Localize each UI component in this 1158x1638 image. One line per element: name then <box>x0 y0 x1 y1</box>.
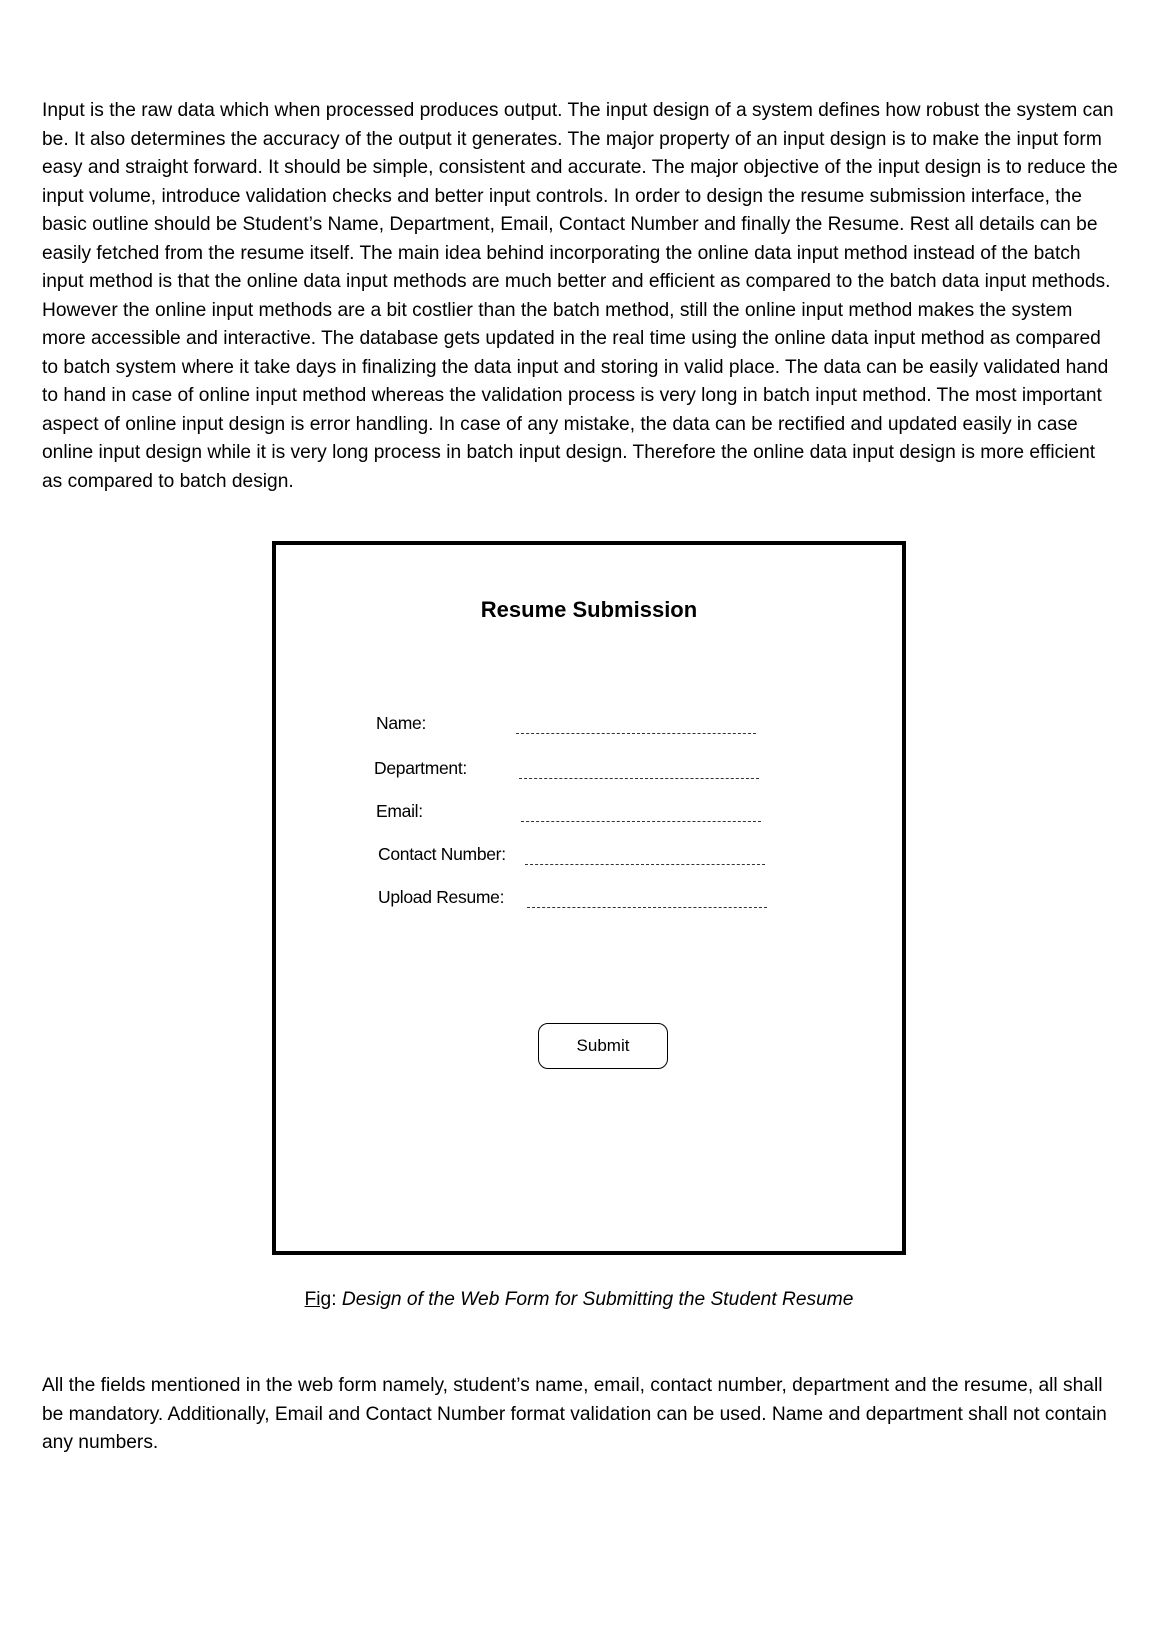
form-row-department <box>276 758 902 788</box>
contact-number-input-line[interactable] <box>525 864 765 865</box>
intro-paragraph: Input is the raw data which when processed produces output. The input design of a system defines how robust the system can be. It also determines the accuracy of the output it generates. The major property of an input design is to make the input form easy and straight forward. It should be simple, consistent and accurate. The major objective of the input design is to reduce the input volume, introduce validation checks and better input controls. In order to design the resume submission interface, the basic outline should be Student’s Name, Department, Email, Contact Number and finally the Resume. Rest all details can be easily fetched from the resume itself. The main idea behind incorporating the online data input method instead of the batch input method is that the online data input methods are much better and efficient as compared to the batch data input methods. However the online input methods are a bit costlier than the batch method, still the online input method makes the system more accessible and interactive. The database gets updated in the real time using the online data input method as compared to batch system where it take days in finalizing the data input and storing in valid place. The data can be easily validated hand to hand in case of online input method whereas the validation process is very long in batch input method. The most important aspect of online input design is error handling. In case of any mistake, the data can be rectified and updated easily in case online input design while it is very long process in batch input design. Therefore the online data input design is more efficient as compared to batch design. <box>42 100 1118 492</box>
closing-paragraph: All the fields mentioned in the web form namely, student’s name, email, contact number, department and the resume, all shall be mandatory. Additionally, Email and Contact Number format validation can be used. Name and department shall not contain any numbers. <box>42 1375 1107 1453</box>
contact-number-label: Contact Number: <box>378 844 506 864</box>
department-label: Department: <box>374 758 467 778</box>
caption-separator: : <box>331 1289 342 1310</box>
form-row-upload <box>276 887 902 917</box>
upload-resume-label: Upload Resume: <box>378 887 505 907</box>
email-label: Email: <box>376 801 423 821</box>
form-row-name <box>276 713 902 743</box>
form-row-email <box>276 801 902 831</box>
name-label: Name: <box>376 713 427 733</box>
email-input-line[interactable] <box>521 821 761 822</box>
name-input-line[interactable] <box>516 733 756 734</box>
upload-resume-input-line[interactable] <box>527 907 767 908</box>
form-title: Resume Submission <box>480 597 698 622</box>
form-mockup-figure <box>272 541 906 1255</box>
caption-prefix: Fig <box>304 1289 332 1310</box>
form-row-contact <box>276 844 902 874</box>
figure-caption <box>0 1289 1158 1311</box>
submit-button[interactable]: Submit <box>538 1023 668 1069</box>
caption-text: Design of the Web Form for Submitting the Student Resume <box>341 1289 854 1310</box>
department-input-line[interactable] <box>519 778 759 779</box>
